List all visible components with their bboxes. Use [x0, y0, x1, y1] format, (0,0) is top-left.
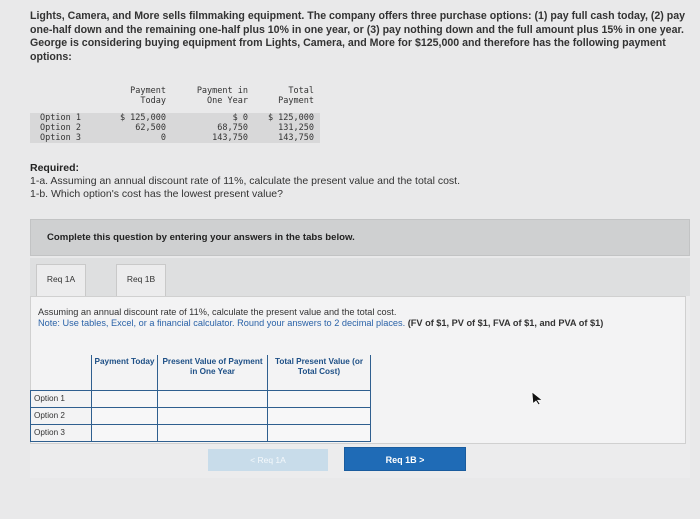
- option1-total-pv-input[interactable]: [268, 390, 371, 407]
- tabs-bar: [30, 258, 690, 296]
- row-label: Option 1: [40, 113, 81, 123]
- header-payment-today: [108, 86, 166, 106]
- cell-one-year: 143,750: [212, 133, 248, 143]
- header-line: Total: [288, 86, 314, 96]
- instruction-banner: [30, 219, 690, 256]
- table-row: [30, 113, 320, 123]
- note-text: Note: Use tables, Excel, or a financial calculator. Round your answers to 2 decimal places.: [38, 318, 406, 328]
- payment-options-body: [30, 113, 320, 143]
- table-row: [31, 424, 371, 441]
- answer-table-header: [31, 355, 371, 390]
- tab-req-1b[interactable]: Req 1B: [116, 264, 166, 296]
- option2-pv-one-year-input[interactable]: [158, 407, 268, 424]
- header-line: Payment: [130, 86, 166, 96]
- header-line: Payment: [278, 96, 314, 106]
- option2-payment-today-input[interactable]: [92, 407, 158, 424]
- prev-req-button[interactable]: < Req 1A: [208, 449, 328, 471]
- question-prompt: Assuming an annual discount rate of 11%, calculate the present value and the total cost.: [38, 307, 397, 317]
- row-label: Option 2: [40, 123, 81, 133]
- question-note: [38, 318, 678, 329]
- required-item-1a: 1-a. Assuming an annual discount rate of 11%, calculate the present value and the total cost.: [30, 175, 460, 187]
- cell-today: 0: [160, 133, 166, 143]
- option1-pv-one-year-input[interactable]: [158, 390, 268, 407]
- table-row: [31, 390, 371, 407]
- instruction-text: Complete this question by entering your answers in the tabs below.: [47, 232, 355, 243]
- note-links[interactable]: (FV of $1, PV of $1, FVA of $1, and PVA of $1): [407, 318, 604, 328]
- header-total-payment: [262, 86, 314, 106]
- header-line: Payment in: [196, 86, 248, 96]
- problem-intro: Lights, Camera, and More sells filmmaking equipment. The company offers three purchase options: (1) pay full cash today, (2) pay one-half down and the remaining one-half plus 10% in one year, or (3) pay nothing down and the full amount plus 15% in one year. George is considering buying equipment from Lights, Camera, and More for $125,000 and therefore has the following payment options:: [30, 10, 685, 63]
- row-label: Option 3: [31, 424, 92, 441]
- option2-total-pv-input[interactable]: [268, 407, 371, 424]
- cell-today: $ 125,000: [119, 113, 166, 123]
- header-total-pv: Total Present Value (or Total Cost): [268, 355, 371, 390]
- table-row: [30, 133, 320, 143]
- required-item-1b: 1-b. Which option's cost has the lowest present value?: [30, 188, 283, 200]
- cell-today: 62,500: [135, 123, 166, 133]
- option3-total-pv-input[interactable]: [268, 424, 371, 441]
- question-text: [38, 307, 678, 329]
- row-label: Option 1: [31, 390, 92, 407]
- cell-total: 131,250: [278, 123, 314, 133]
- row-label: Option 3: [40, 133, 81, 143]
- next-req-button[interactable]: Req 1B >: [344, 447, 466, 471]
- option3-pv-one-year-input[interactable]: [158, 424, 268, 441]
- table-row: [31, 407, 371, 424]
- payment-options-header: [30, 86, 320, 116]
- cell-total: 143,750: [278, 133, 314, 143]
- header-line: Today: [140, 96, 166, 106]
- header-line: One Year: [207, 96, 248, 106]
- option3-payment-today-input[interactable]: [92, 424, 158, 441]
- tab-req-1a[interactable]: Req 1A: [36, 264, 86, 296]
- cell-one-year: 68,750: [217, 123, 248, 133]
- cell-total: $ 125,000: [267, 113, 314, 123]
- header-blank: [31, 355, 92, 390]
- mouse-cursor-icon: [530, 391, 544, 405]
- row-label: Option 2: [31, 407, 92, 424]
- answer-table: [30, 355, 371, 442]
- option1-payment-today-input[interactable]: [92, 390, 158, 407]
- cell-one-year: $ 0: [232, 113, 248, 123]
- header-payment-today: Payment Today: [92, 355, 158, 390]
- header-payment-one-year: [188, 86, 248, 106]
- required-heading: Required:: [30, 162, 80, 174]
- table-row: [30, 123, 320, 133]
- header-pv-one-year: Present Value of Payment in One Year: [158, 355, 268, 390]
